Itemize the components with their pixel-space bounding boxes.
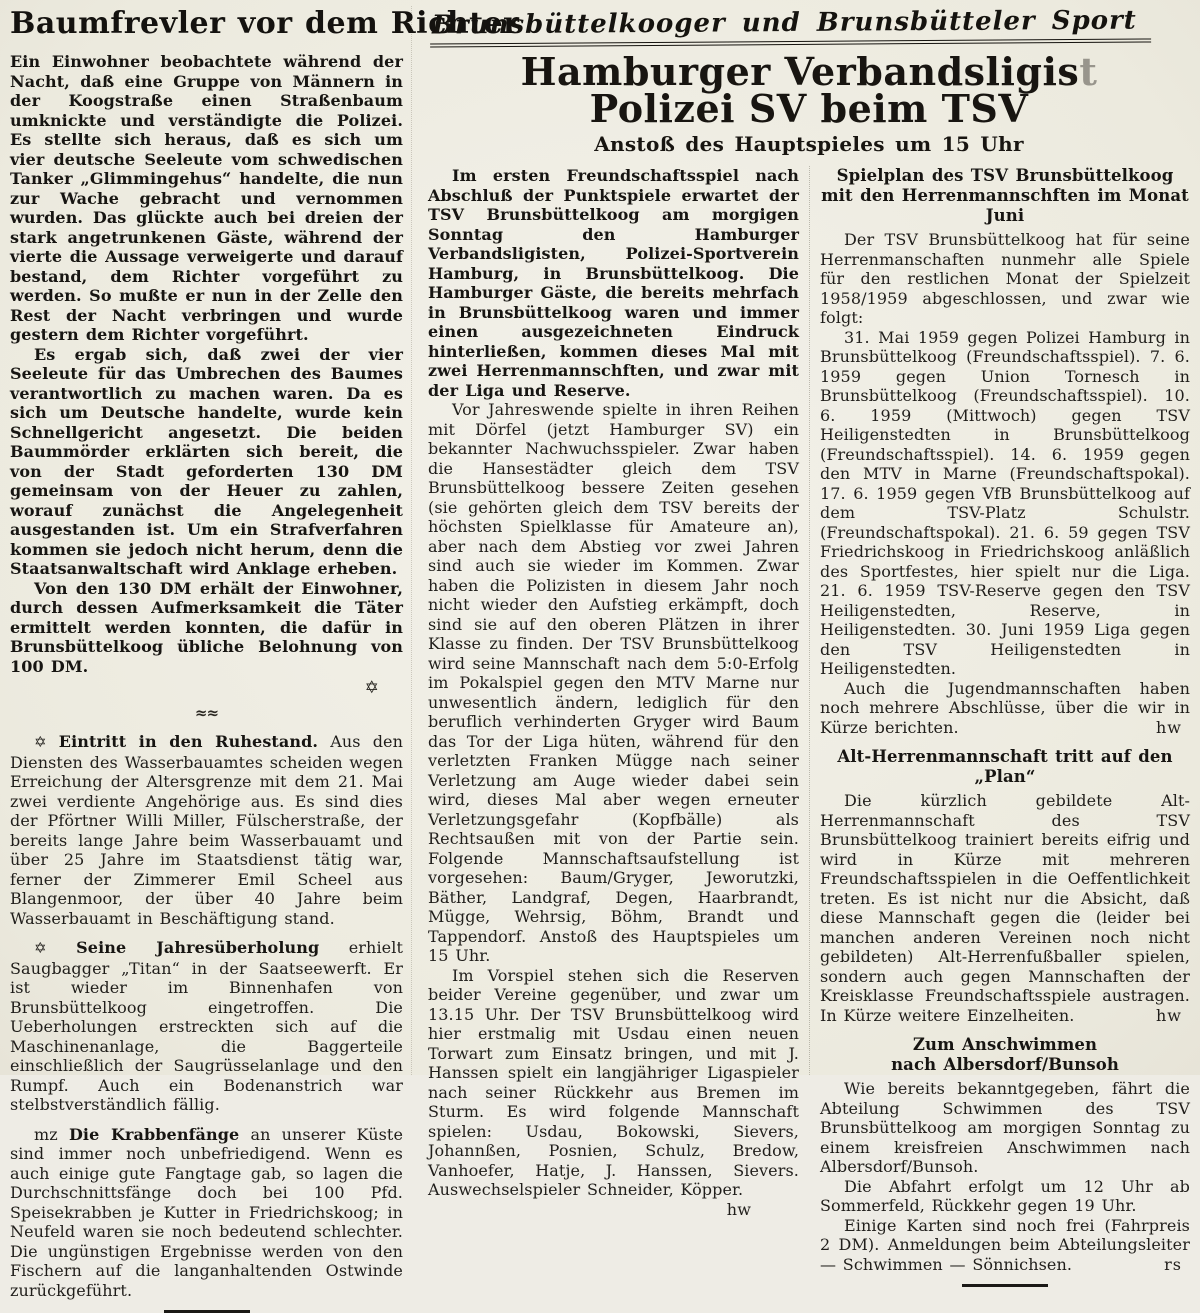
- news-brief-ruhestand: [10, 732, 403, 928]
- spielplan-title-line1: Spielplan des TSV Brunsbüttelkoog: [836, 166, 1174, 185]
- spielplan-title: [820, 166, 1190, 226]
- main-headline: [428, 49, 1190, 156]
- main-article-lead: Im ersten Freundschaftsspiel nach Abschluß der Punktspiele erwartet der TSV Brunsbüttelkoog am morgigen Sonntag den Hamburger Verbandsligisten, Polizei-Sportverein Hamburg, in Brunsbüttelkoog. Die Hamburger Gäste, die bereits mehrfach in Brunsbüttelkoog waren und immer einen ausgezeichneten Eindruck hinterließen, kommen dieses Mal mit zwei Herrenmannschften, und zwar mit der Liga und Reserve.: [428, 166, 799, 400]
- spielplan-paragraph: 31. Mai 1959 gegen Polizei Hamburg in Brunsbüttelkoog (Freundschaftsspiel). 7. 6. 1959 gegen Union Tornesch in Brunsbüttelkoog (Freundschaftsspiel). 10. 6. 1959 (Mittwoch) gegen TSV Heiligenstedten in Brunsbüttelkoog (Freundschaftsspiel). 14. 6. 1959 gegen den MTV in Marne (Freundschaftspokal). 17. 6. 1959 gegen VfB Brunsbüttelkoog auf dem TSV-Platz Schulstr. (Freundschaftspokal). 21. 6. 59 gegen TSV Friedrichskoog in Friedrichskoog anläßlich des Sportfestes, hier spielt nur die Liga. 21. 6. 1959 TSV-Reserve gegen den TSV Heiligenstedten, Reserve, in Heiligenstedten. 30. Juni 1959 Liga gegen den TSV Heiligenstedten in Heiligenstedten.: [820, 327, 1190, 678]
- section-kicker-wrap: [430, 5, 1190, 45]
- brief-initials: mz: [34, 1124, 58, 1144]
- spielplan-paragraph: [820, 679, 1190, 738]
- author-signature: hw: [726, 1199, 751, 1219]
- headline-line1-text: Hamburger Verbandsligis: [520, 49, 1080, 94]
- left-article-title: Baumfrevler vor dem Richter: [10, 6, 520, 41]
- alt-herren-paragraph: [820, 791, 1190, 1025]
- spielplan-title-line2: mit den Herrenmannschften im Monat Juni: [821, 186, 1189, 225]
- spielplan-paragraph: Der TSV Brunsbüttelkoog hat für seine Herrenmanschaften nunmehr alle Spiele für den restlichen Monat der Spielzeit 1958/1959 abgeschlossen, und zwar wie folgt:: [820, 230, 1190, 327]
- anschwimmen-title-line1: Zum Anschwimmen: [912, 1035, 1098, 1054]
- left-article-paragraph: Von den 130 DM erhält der Einwohner, durch dessen Aufmerksamkeit die Täter ermittelt werden konnten, die dafür in Brunsbüttelkoog übliche Belohnung von 100 DM.: [10, 578, 403, 676]
- sport-section: [428, 5, 1190, 1274]
- headline-line2: Polizei SV beim TSV: [589, 86, 1029, 131]
- author-signature: rs: [1164, 1254, 1182, 1274]
- brief-lead: Die Krabbenfänge: [68, 1124, 240, 1144]
- author-signature: hw: [1156, 717, 1182, 737]
- star-icon: ✡: [364, 678, 379, 698]
- section-kicker: Brunsbüttelkooger und Brunsbütteler Sport: [430, 5, 1151, 47]
- main-article-paragraph: Vor Jahreswende spielte in ihren Reihen mit Dörfel (jetzt Hamburger SV) ein bekannter Nachwuchsspieler. Zwar haben die Hansestädter gleich dem TSV Brunsbüttelkoog bessere Zeiten gesehen (sie gehörten gleich dem TSV bereits der höchsten Spielklasse für Amateure an), aber nach dem Abstieg vor zwei Jahren sind auch sie wieder im Kommen. Zwar haben die Polizisten in diesem Jahr noch nicht wieder den Aufstieg erkämpft, doch sind sie auf den oberen Plätzen in ihrer Klasse zu finden. Der TSV Brunsbüttelkoog wird seine Mannschaft nach dem 5:0-Erfolg im Pokalspiel gegen den MTV Marne nur unwesentlich ändern, lediglich für den beruflich verhinderten Gryger wird Baum das Tor der Liga hüten, während für den verletzten Franken Mügge nach seiner Verletzung am Auge wieder dabei sein wird, dieses Mal aber wegen erneuter Verletzungsgefahr (Kopfbälle) als Rechtsaußen mit von der Partie sein. Folgende Mannschaftsaufstellung ist vorgesehen: Baum/Gryger, Jeworutzki, Bäther, Landgraf, Degen, Haarbrandt, Mügge, Wehrsig, Böhm, Brandt und Tappendorf. Anstoß des Hauptspieles um 15 Uhr.: [428, 400, 799, 965]
- headline-subhead: Anstoß des Hauptspieles um 15 Uhr: [594, 132, 1024, 156]
- brief-text: Aus den Diensten des Wasserbauamtes scheiden wegen Erreichung der Altersgrenze mit dem 21. Mai zwei verdiente Angehörige aus. Es sind dies der Pförtner Willi Miller, Fülscherstraße, der bereits lange Jahre beim Wasserbauamt und über 25 Jahre im Staatsdienst tätig war, ferner der Zimmerer Emil Scheel aus Blangenmoor, der über 40 Jahre beim Wasserbauamt in Beschäftigung stand.: [10, 732, 404, 928]
- brief-lead: Seine Jahresüberholung: [76, 938, 320, 957]
- left-article-paragraph: Ein Einwohner beobachtete während der Nacht, daß eine Gruppe von Männern in der Koogstraße einen Straßenbaum umknickte und verständigte die Polizei. Es stellte sich heraus, daß es sich um vier deutsche Seeleute vom schwedischen Tanker „Glimmingehus“ handelte, die nun zur Wache gebracht und vernommen wurden. Das glückte auch bei dreien der stark angetrunkenen Gäste, während der vierte die Aussage verweigerte und darauf bestand, dem Richter vorgeführt zu werden. So mußte er nun in der Zelle den Rest der Nacht verbringen und wurde gestern dem Richter vorgeführt.: [10, 52, 403, 344]
- section-divider-icon: ≈≈: [194, 704, 219, 722]
- star-icon: ✡: [34, 939, 47, 957]
- star-icon: ✡: [34, 733, 47, 751]
- main-article-column: [428, 166, 809, 1219]
- news-brief-krabbenfaenge: [10, 1125, 403, 1301]
- right-column: [809, 166, 1190, 1274]
- main-article-paragraph: Im Vorspiel stehen sich die Reserven beider Vereine gegenüber, und zwar um 13.15 Uhr. Der TSV Brunsbüttelkoog wird hier erstmalig mit Usdau einen neuen Torwart zum Einsatz bringen, und mit J. Hanssen spielt ein langjähriger Ligaspieler nach seiner Rückkehr aus Bremen im Sturm. Es wird folgende Mannschaft spielen: Usdau, Bokowski, Sievers, Johannßen, Posnien, Schulz, Bredow, Vanhoefer, Hatje, J. Hanssen, Sievers. Auswechselspieler Schneider, Köpper.: [428, 965, 799, 1199]
- anschwimmen-paragraph-text: Einige Karten sind noch frei (Fahrpreis 2 DM). Anmeldungen beim Abteilungsleiter — Schwimmen — Sönnichsen.: [820, 1215, 1190, 1274]
- anschwimmen-paragraph: Die Abfahrt erfolgt um 12 Uhr ab Sommerfeld, Rückkehr gegen 19 Uhr.: [820, 1176, 1190, 1215]
- left-article-paragraph: Es ergab sich, daß zwei der vier Seeleute für das Umbrechen des Baumes verantwortlich zu machen waren. Da es sich um Deutsche handelte, wurde kein Schnellgericht angesetzt. Die beiden Baummörder erklärten sich bereit, die von der Stadt geforderten 130 DM gemeinsam von der Heuer zu zahlen, worauf zunächst die Angelegenheit ausgestanden ist. Um ein Strafverfahren kommen sie jedoch nicht herum, denn die Staatsanwaltschaft wird Anklage erheben.: [10, 344, 403, 578]
- article-end-star: [10, 678, 403, 698]
- author-signature: hw: [1156, 1005, 1182, 1025]
- brief-text: an unserer Küste sind immer noch unbefriedigend. Wenn es auch einige gute Fangtage gab, so lagen die Durchschnittsfänge doch bei 100 Pfd. Speisekrabben je Kutter in Friedrichskoog; in Neufeld waren sie noch bedeutend schlechter. Die ungünstigen Ergebnisse werden von den Fischern auf die langanhaltenden Ostwinde zurückgeführt.: [10, 1124, 404, 1300]
- article-columns: [428, 166, 1190, 1274]
- alt-herren-paragraph-text: Die kürzlich gebildete Alt-Herrenmannschaft des TSV Brunsbüttelkoog trainiert bereits eifrig und wird in Kürze mit mehreren Freundschaftsspielen in die Oeffentlichkeit treten. Es ist nicht nur die Absicht, daß diese Mannschaft gegen die (leider bei manchen anderen Vereinen noch nicht gebildeten) Alt-Herrenfußballer spielen, sondern auch gegen Mannschaften der Kreisklasse Freundschaftsspiele austragen. In Kürze weitere Einzelheiten.: [820, 791, 1190, 1025]
- brief-text: erhielt Saugbagger „Titan“ in der Saatseewerft. Er ist wieder im Binnenhafen von Brunsbüttelkoog eingetroffen. Die Ueberholungen erstreckten sich auf die Maschinenanlage, die Baggerteile einschließlich der Saugrüsselanlage und den Rumpf. Auch ein Bodenanstrich war stelbstverständlich fällig.: [10, 938, 403, 1114]
- brief-lead: Eintritt in den Ruhestand.: [58, 732, 319, 751]
- left-column: [10, 6, 520, 1300]
- headline-line1: [428, 49, 1190, 94]
- news-brief-jahresueberholung: [10, 938, 403, 1115]
- headline-line1-faded: t: [1079, 49, 1098, 94]
- anschwimmen-paragraph: Wie bereits bekanntgegeben, fährt die Abteilung Schwimmen des TSV Brunsbüttelkoog am morgigen Sonntag zu einem kreisfreien Anschwimmen nach Albersdorf/Bunsoh.: [820, 1079, 1190, 1176]
- alt-herren-title: Alt-Herrenmannschaft tritt auf den „Plan“: [837, 747, 1173, 786]
- anschwimmen-title-line2: nach Albersdorf/Bunsoh: [891, 1055, 1119, 1074]
- spielplan-paragraph-text: Auch die Jugendmannschaften haben noch mehrere Abschlüsse, über die wir in Kürze berichten.: [820, 678, 1190, 737]
- article-end-rule: [962, 1284, 1048, 1287]
- anschwimmen-title: [820, 1035, 1190, 1075]
- anschwimmen-paragraph: [820, 1216, 1190, 1275]
